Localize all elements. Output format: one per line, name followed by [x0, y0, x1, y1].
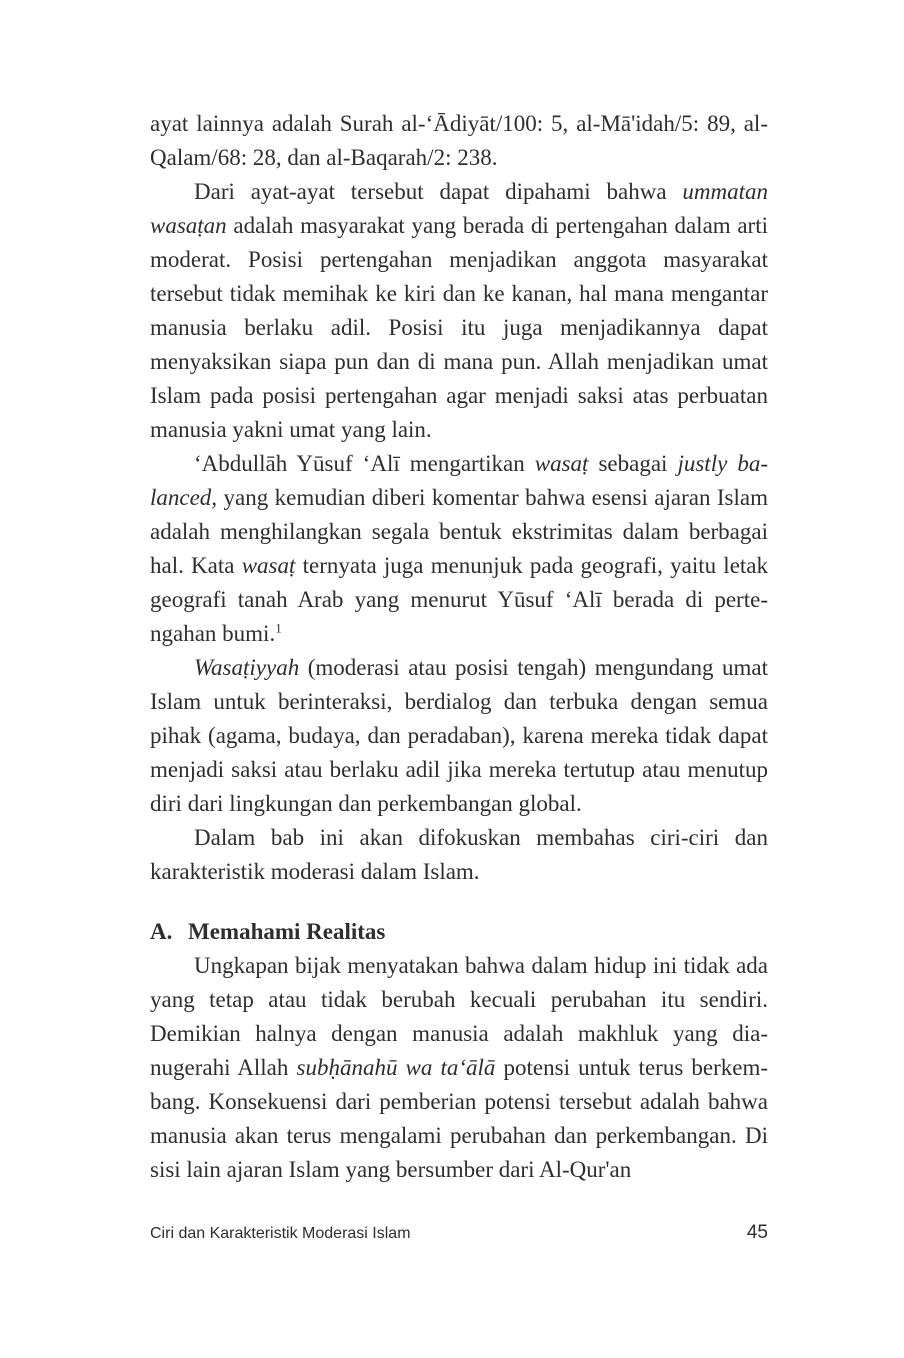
page-number: 45	[746, 1222, 768, 1243]
text-run: Dari ayat-ayat tersebut dapat dipahami bahwa	[194, 179, 683, 204]
italic-term: wasaṭ	[534, 451, 589, 476]
paragraph-memahami-realitas	[150, 949, 768, 1187]
section-letter: A.	[150, 919, 173, 944]
section-title: Memahami Realitas	[188, 919, 386, 944]
paragraph-wasatiyyah	[150, 651, 768, 821]
text-run: yang kemudian diberi komentar bahwa esensi ajaran Islam adalah menghilangkan segala bentuk ekstrimitas dalam berbagai hal. Kata	[150, 485, 768, 578]
main-text	[150, 107, 768, 1187]
paragraph-text: Dalam bab ini akan difokuskan membahas ciri-ciri dan karakteristik moderasi dalam Islam.	[150, 825, 768, 884]
text-run: Ungkapan bijak menyatakan bahwa dalam hidup ini tidak ada yang tetap atau tidak berubah kecuali perubahan itu sendiri. Demikian halnya dengan manusia adalah makhluk yang dianugerahi Allah	[150, 953, 768, 1080]
paragraph-yusuf-ali	[150, 447, 768, 651]
paragraph-text: ayat lainnya adalah Surah al-‘Ādiyāt/100: 5, al-Mā'idah/5: 89, al-Qalam/68: 28, dan al-Baqarah/2: 238.	[150, 111, 768, 170]
text-run: ‘Abdullāh Yūsuf ‘Alī mengartikan	[194, 451, 535, 476]
section-heading	[150, 915, 768, 949]
paragraph-chapter-focus	[150, 821, 768, 889]
paragraph-ummatan-wasatan	[150, 175, 768, 447]
page-footer	[150, 1222, 768, 1246]
italic-term: Wasaṭiyyah	[194, 655, 300, 680]
italic-term: subḥānahū wa ta‘ālā	[296, 1055, 496, 1080]
italic-term: wasaṭ	[241, 553, 296, 578]
text-run: (moderasi atau posisi tengah) mengundang umat Islam untuk berinteraksi, berdialog dan terbuka dengan semua pihak (agama, budaya, dan peradaban), karena mereka tidak dapat menjadi saksi atau berlaku adil jika mereka tertutup atau menutup diri dari lingkungan dan perkembangan global.	[150, 655, 768, 816]
italic-term: ummatan wasaṭan	[150, 179, 768, 238]
paragraph-continuation	[150, 107, 768, 175]
italic-term: justly balanced,	[150, 451, 768, 510]
running-footer-title: Ciri dan Karakteristik Moderasi Islam	[150, 1225, 411, 1242]
footnote-marker[interactable]: 1	[275, 620, 282, 636]
text-run: adalah masyarakat yang berada di pertengahan dalam arti moderat. Posisi pertengahan menjadikan anggota masyarakat tersebut tidak memihak ke kiri dan ke kanan, hal mana mengantar manusia berlaku adil. Posisi itu juga menjadikannya dapat menyaksikan siapa pun dan di mana pun. Allah menjadikan umat Islam pada posisi pertengahan agar menjadi saksi atas perbuatan manusia yakni umat yang lain.	[150, 213, 768, 442]
text-run: potensi untuk terus berkembang. Konsekuensi dari pemberian potensi tersebut adalah bahwa manusia akan terus mengalami perubahan dan perkembangan. Di sisi lain ajaran Islam yang bersumber dari Al-Qur'an	[150, 1055, 769, 1182]
text-run: ternyata juga menunjuk pada geografi, yaitu letak geografi tanah Arab yang menurut Yūsuf ‘Alī berada di pertengahan bumi.	[150, 553, 769, 646]
text-run: sebagai	[588, 451, 678, 476]
